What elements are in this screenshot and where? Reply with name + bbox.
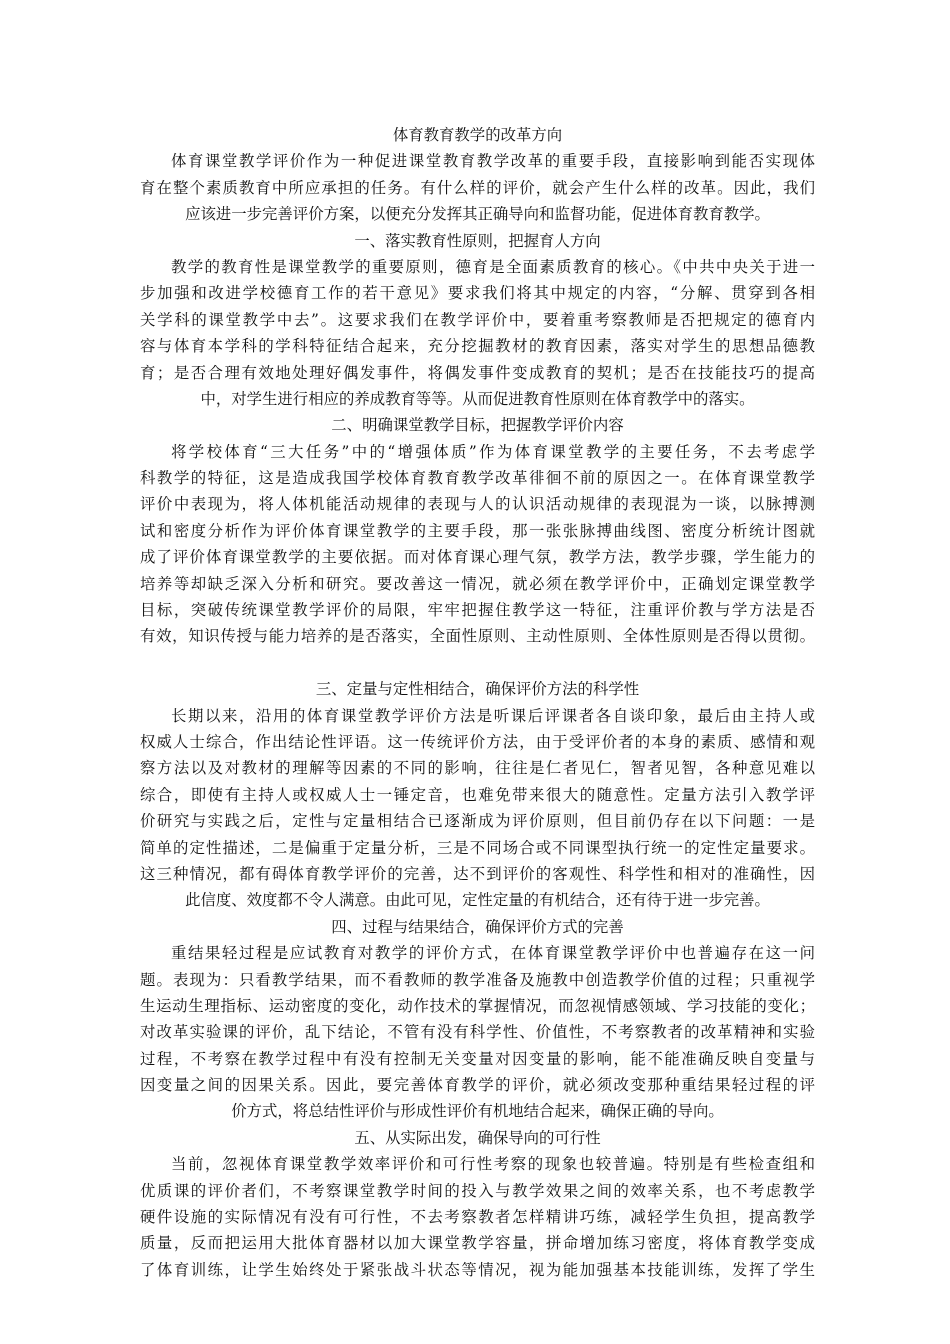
intro-line: 体育课堂教学评价作为一种促进课堂教育教学改革的重要手段，直接影响到能否实现体	[171, 152, 815, 171]
section-heading: 二、明确课堂教学目标，把握教学评价内容	[331, 416, 624, 435]
paragraph-line: 科教学的特征，这是造成我国学校体育教育教学改革徘徊不前的原因之一。在体育课堂教学	[140, 469, 815, 488]
paragraph-line: 过程，不考察在教学过程中有没有控制无关变量对因变量的影响，能不能准确反映自变量与	[140, 1049, 815, 1068]
paragraph-line: 长期以来，沿用的体育课堂教学评价方法是听课后评课者各自谈印象，最后由主持人或	[171, 706, 815, 725]
paragraph-line: 硬件设施的实际情况有没有可行性，不去考察教者怎样精讲巧练，减轻学生负担，提高教学	[140, 1208, 815, 1227]
paragraph-line: 察方法以及对教材的理解等因素的不同的影响，往往是仁者见仁，智者见智，各种意见难以	[140, 759, 815, 778]
section-heading: 一、落实教育性原则，把握育人方向	[354, 231, 601, 250]
intro-line: 应该进一步完善评价方案，以便充分发挥其正确导向和监督功能，促进体育教育教学。	[185, 205, 770, 224]
paragraph-line: 价方式，将总结性评价与形成性评价有机地结合起来，确保正确的导向。	[231, 1102, 724, 1121]
paragraph-line: 当前，忽视体育课堂教学效率评价和可行性考察的现象也较普遍。特别是有些检查组和	[171, 1155, 815, 1174]
paragraph-line: 育；是否合理有效地处理好偶发事件，将偶发事件变成教育的契机；是否在技能技巧的提高	[140, 363, 815, 382]
paragraph-line: 对改革实验课的评价，乱下结论，不管有没有科学性、价值性，不考察教者的改革精神和实验	[140, 1023, 815, 1042]
paragraph-line: 因变量之间的因果关系。因此，要完善体育教学的评价，就必须改变那种重结果轻过程的评	[140, 1076, 815, 1095]
blank-line	[140, 650, 815, 676]
paragraph-line: 容与体育本学科的学科特征结合起来，充分挖掘教材的教育因素，落实对学生的思想品德教	[140, 337, 815, 356]
paragraph-line: 重结果轻过程是应试教育对教学的评价方式，在体育课堂教学评价中也普遍存在这一问	[171, 944, 815, 963]
paragraph-line: 题。表现为：只看教学结果，而不看教师的教学准备及施教中创造教学价值的过程；只重视学	[140, 970, 815, 989]
section-heading: 五、从实际出发，确保导向的可行性	[354, 1128, 601, 1147]
paragraph-line: 将学校体育“三大任务”中的“增强体质”作为体育课堂教学的主要任务，不去考虑学	[171, 442, 815, 461]
paragraph-line: 这三种情况，都有碍体育教学评价的完善，达不到评价的客观性、科学性和相对的准确性，因	[140, 864, 815, 883]
paragraph-line: 教学的教育性是课堂教学的重要原则，德育是全面素质教育的核心。《中共中央关于进一	[171, 257, 815, 276]
paragraph-line: 目标，突破传统课堂教学评价的局限，牢牢把握住教学这一特征，注重评价教与学方法是否	[140, 601, 815, 620]
paragraph-line: 优质课的评价者们，不考察课堂教学时间的投入与教学效果之间的效率关系，也不考虑教学	[140, 1181, 815, 1200]
paragraph-line: 此信度、效度都不令人满意。由此可见，定性定量的有机结合，还有待于进一步完善。	[185, 891, 770, 910]
paragraph-line: 价研究与实践之后，定性与定量相结合已逐渐成为评价原则，但目前仍存在以下问题：一是	[140, 812, 815, 831]
paragraph-line: 评价中表现为，将人体机能活动规律的表现与人的认识活动规律的表现混为一谈，以脉搏测	[140, 495, 815, 514]
section-heading: 三、定量与定性相结合，确保评价方法的科学性	[315, 680, 640, 699]
section-heading: 四、过程与结果结合，确保评价方式的完善	[331, 917, 624, 936]
paragraph-line: 综合，即使有主持人或权威人士一锤定音，也难免带来很大的随意性。定量方法引入教学评	[140, 785, 815, 804]
paragraph-line: 中，对学生进行相应的养成教育等等。从而促进教育性原则在体育教学中的落实。	[200, 389, 755, 408]
paragraph-line: 试和密度分析作为评价体育课堂教学的主要手段，那一张张脉搏曲线图、密度分析统计图就	[140, 521, 815, 540]
intro-line: 育在整个素质教育中所应承担的任务。有什么样的评价，就会产生什么样的改革。因此，我们	[140, 178, 815, 197]
document-body	[140, 122, 815, 1283]
paragraph-line: 成了评价体育课堂教学的主要依据。而对体育课心理气氛，教学方法，教学步骤，学生能力的	[140, 548, 815, 567]
paragraph-line: 培养等却缺乏深入分析和研究。要改善这一情况，就必须在教学评价中，正确划定课堂教学	[140, 574, 815, 593]
paragraph-line: 了体育训练，让学生始终处于紧张战斗状态等情况，视为能加强基本技能训练，发挥了学生	[140, 1260, 815, 1279]
paragraph-line: 简单的定性描述，二是偏重于定量分析，三是不同场合或不同课型执行统一的定性定量要求。	[140, 838, 815, 857]
paragraph-line: 步加强和改进学校德育工作的若干意见》要求我们将其中规定的内容，“分解、贯穿到各相	[140, 284, 815, 303]
paragraph-line: 关学科的课堂教学中去”。这要求我们在教学评价中，要着重考察教师是否把规定的德育内	[140, 310, 815, 329]
paragraph-line: 有效，知识传授与能力培养的是否落实，全面性原则、主动性原则、全体性原则是否得以贯彻。	[140, 627, 815, 646]
paragraph-line: 权威人士综合，作出结论性评语。这一传统评价方法，由于受评价者的本身的素质、感情和观	[140, 732, 815, 751]
document-title: 体育教育教学的改革方向	[392, 126, 563, 144]
paragraph-line: 质量，反而把运用大批体育器材以加大课堂教学容量，拼命增加练习密度，将体育教学变成	[140, 1234, 815, 1253]
paragraph-line: 生运动生理指标、运动密度的变化，动作技术的掌握情况，而忽视情感领域、学习技能的变化；	[140, 996, 815, 1015]
